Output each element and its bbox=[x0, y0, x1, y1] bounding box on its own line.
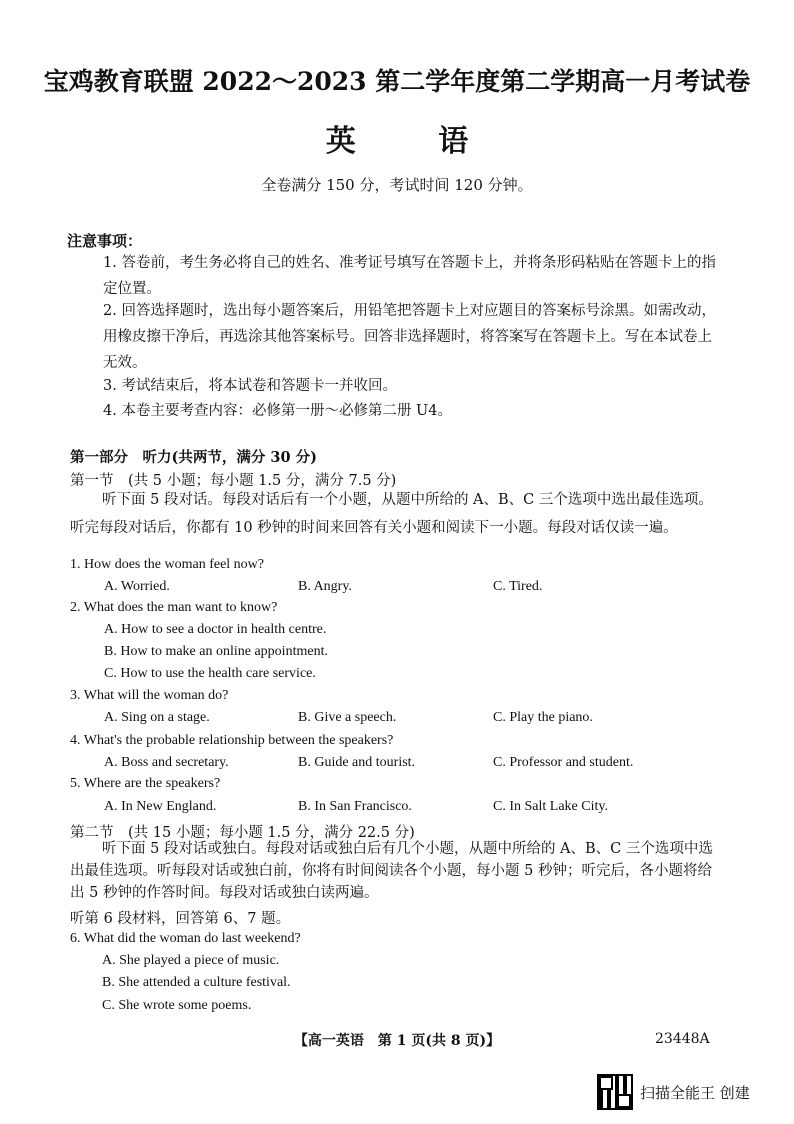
option: C. She wrote some poems. bbox=[102, 998, 252, 1013]
option: B. Guide and tourist. bbox=[298, 755, 416, 770]
option: C. Play the piano. bbox=[493, 710, 593, 725]
option: C. How to use the health care service. bbox=[104, 666, 316, 681]
question: 2. What does the man want to know? bbox=[70, 600, 278, 615]
question: 6. What did the woman do last weekend? bbox=[70, 931, 301, 946]
option: A. Sing on a stage. bbox=[104, 710, 210, 725]
qr-code-icon bbox=[597, 1074, 633, 1110]
part1-heading: 第一部分 听力(共两节，满分 30 分) bbox=[70, 449, 317, 466]
question: 1. How does the woman feel now? bbox=[70, 557, 265, 572]
exam-title: 宝鸡教育联盟 2022～2023 第二学年度第二学期高一月考试卷 bbox=[43, 67, 751, 96]
option: C. In Salt Lake City. bbox=[493, 799, 608, 814]
option: B. In San Francisco. bbox=[298, 799, 412, 814]
page-footer: 【高一英语 第 1 页(共 8 页)】 bbox=[293, 1033, 501, 1049]
option: B. She attended a culture festival. bbox=[102, 975, 291, 990]
option: A. How to see a doctor in health centre. bbox=[104, 622, 327, 637]
question: 5. Where are the speakers? bbox=[70, 776, 221, 791]
option: B. How to make an online appointment. bbox=[104, 644, 328, 659]
section1-instructions: 听下面 5 段对话。每段对话后有一个小题，从题中所给的 A、B、C 三个选项中选出最佳选项。听完每段对话后，你都有 10 秒钟的时间来回答有关小题和阅读下一小题。每段对话仅读一遍。 bbox=[70, 492, 713, 536]
option: A. In New England. bbox=[104, 799, 217, 814]
section1-heading: 第一节 (共 5 小题；每小题 1.5 分，满分 7.5 分) bbox=[70, 473, 397, 489]
option: A. Boss and secretary. bbox=[104, 755, 229, 770]
notice-item: 4. 本卷主要考查内容：必修第一册～必修第二册 U4。 bbox=[103, 403, 452, 419]
notice-item: 3. 考试结束后，将本试卷和答题卡一并收回。 bbox=[103, 378, 397, 394]
scanner-watermark: 扫描全能王 创建 bbox=[640, 1084, 750, 1102]
question: 3. What will the woman do? bbox=[70, 688, 229, 703]
question: 4. What's the probable relationship between the speakers? bbox=[70, 733, 394, 748]
option: C. Tired. bbox=[493, 579, 543, 594]
section2-instructions: 听下面 5 段对话或独白。每段对话或独白后有几个小题，从题中所给的 A、B、C 三个选项中选出最佳选项。听每段对话或独白前，你将有时间阅读各个小题，每小题 5 秒钟；听完后，各小题将给出 5 秒钟的作答时间。每段对话或独白读两遍。 bbox=[70, 841, 713, 901]
option: A. She played a piece of music. bbox=[102, 953, 280, 968]
option: B. Angry. bbox=[298, 579, 352, 594]
notice-item: 1. 答卷前，考生务必将自己的姓名、准考证号填写在答题卡上，并将条形码粘贴在答题卡上的指定位置。 bbox=[103, 255, 716, 297]
material-line: 听第 6 段材料，回答第 6、7 题。 bbox=[70, 911, 291, 927]
exam-code: 23448A bbox=[655, 1031, 710, 1047]
option: C. Professor and student. bbox=[493, 755, 634, 770]
option: B. Give a speech. bbox=[298, 710, 397, 725]
notice-heading: 注意事项： bbox=[67, 232, 143, 250]
notice-item: 2. 回答选择题时，选出每小题答案后，用铅笔把答题卡上对应题目的答案标号涂黑。如需改动，用橡皮擦干净后，再选涂其他答案标号。回答非选择题时，将答案写在答题卡上。写在本试卷上无效。 bbox=[103, 303, 716, 371]
full-score-line: 全卷满分 150 分，考试时间 120 分钟。 bbox=[261, 176, 533, 194]
section2-heading: 第二节 (共 15 小题；每小题 1.5 分，满分 22.5 分) bbox=[70, 825, 415, 841]
subject-title: 英 语 bbox=[325, 124, 505, 159]
option: A. Worried. bbox=[104, 579, 170, 594]
